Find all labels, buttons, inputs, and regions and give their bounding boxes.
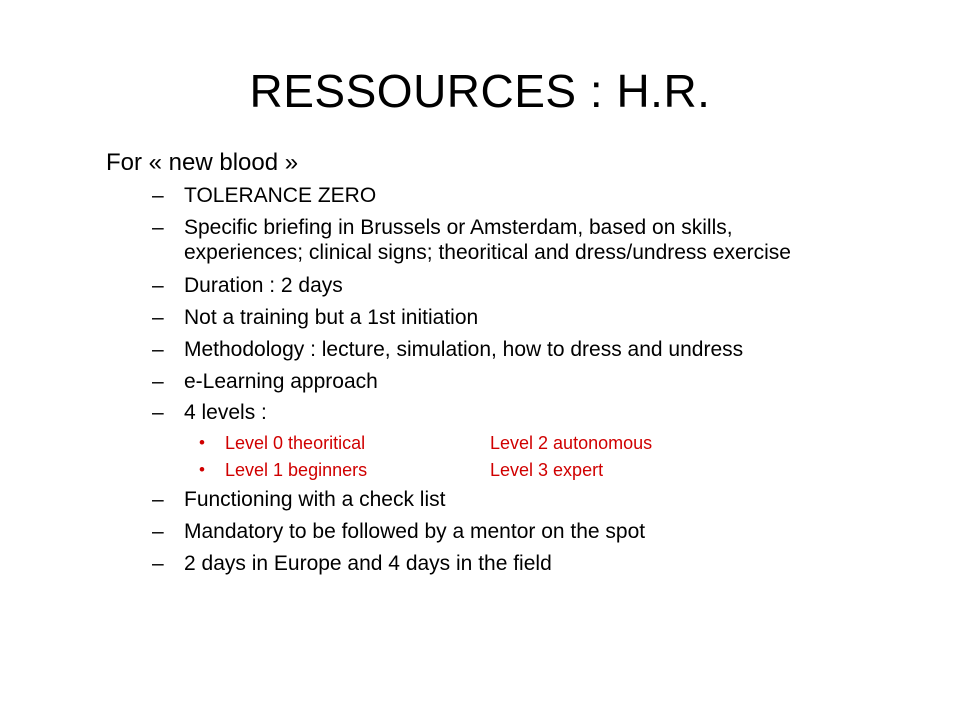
list-item: Duration : 2 days (184, 274, 343, 297)
level-item: Level 2 autonomous (490, 433, 653, 453)
level-item: Level 1 beginners (225, 460, 368, 480)
level-item: Level 0 theoritical (225, 433, 366, 453)
dash-bullet: – (152, 488, 164, 511)
dash-bullet: – (152, 338, 164, 361)
dash-bullet: – (152, 552, 164, 575)
level-item: Level 3 expert (490, 460, 604, 480)
dash-bullet: – (152, 216, 164, 239)
slide-title: RESSOURCES : H.R. (249, 65, 711, 117)
list-item: Methodology : lecture, simulation, how to dress and undress (184, 338, 744, 361)
list-item: Not a training but a 1st initiation (184, 306, 479, 329)
dash-bullet: – (152, 184, 164, 207)
list-item-continuation: experiences; clinical signs; theoritical and dress/undress exercise (184, 241, 791, 264)
dash-bullet: – (152, 401, 164, 424)
dash-bullet: – (152, 520, 164, 543)
list-item: TOLERANCE ZERO (184, 184, 377, 207)
list-item: e-Learning approach (184, 370, 378, 393)
list-item: 2 days in Europe and 4 days in the field (184, 552, 552, 575)
dash-bullet: – (152, 274, 164, 297)
list-item: Mandatory to be followed by a mentor on the spot (184, 520, 646, 543)
dash-bullet: – (152, 306, 164, 329)
list-item: 4 levels : (184, 401, 267, 424)
list-item: Specific briefing in Brussels or Amsterdam, based on skills, (184, 216, 733, 239)
list-item: Functioning with a check list (184, 488, 446, 511)
level-bullet: • (199, 433, 205, 452)
main-bullet: For « new blood » (106, 149, 299, 176)
level-bullet: • (199, 460, 205, 479)
dash-bullet: – (152, 370, 164, 393)
